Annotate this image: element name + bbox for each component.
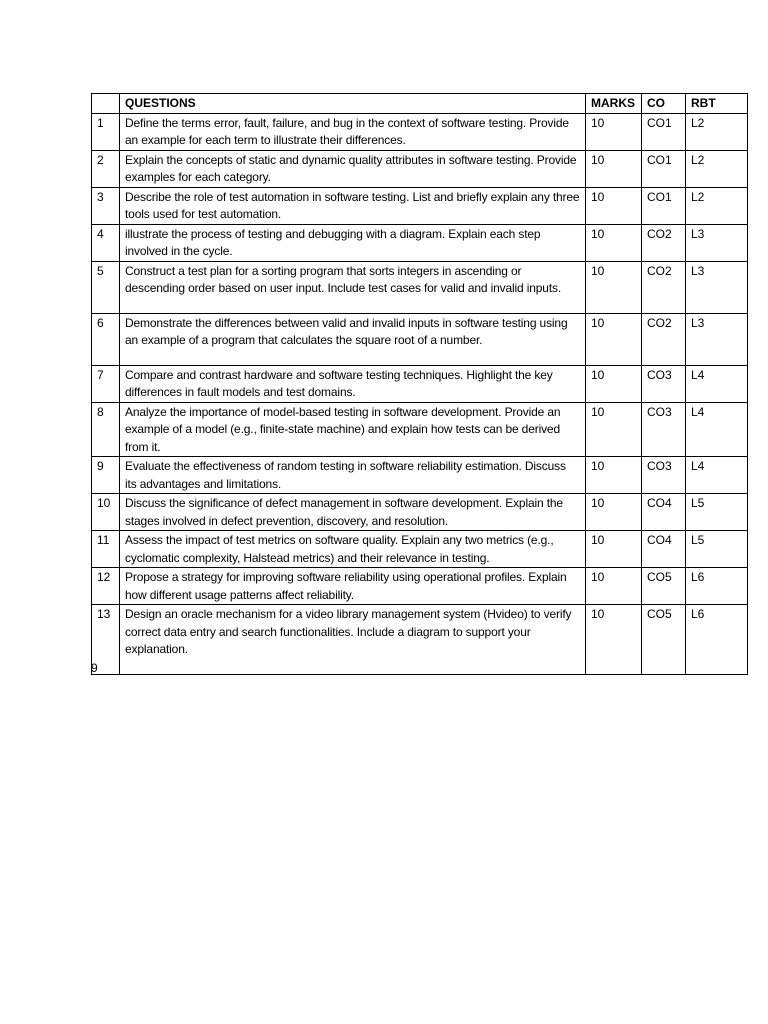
row-marks: 10: [586, 224, 642, 261]
row-number: 11: [92, 531, 120, 568]
row-rbt: L6: [686, 605, 748, 675]
row-number: 5: [92, 261, 120, 313]
row-question: Analyze the importance of model-based testing in software development. Provide an example of a model (e.g., finite-state machine) and explain how tests can be derived from it.: [120, 402, 586, 457]
row-marks: 10: [586, 187, 642, 224]
row-marks: 10: [586, 365, 642, 402]
row-co: CO1: [642, 150, 686, 187]
table-row: [92, 187, 748, 224]
header-co: CO: [642, 94, 686, 114]
row-question: Discuss the significance of defect management in software development. Explain the stages involved in defect prevention, discovery, and resolution.: [120, 494, 586, 531]
table-row: [92, 113, 748, 150]
row-marks: 10: [586, 113, 642, 150]
row-number: 6: [92, 313, 120, 365]
header-number: [92, 94, 120, 114]
table-row: [92, 531, 748, 568]
page-number: 9: [91, 661, 98, 675]
row-marks: 10: [586, 313, 642, 365]
row-rbt: L4: [686, 457, 748, 494]
row-question: Propose a strategy for improving software reliability using operational profiles. Explain how different usage patterns affect reliability.: [120, 568, 586, 605]
row-co: CO2: [642, 313, 686, 365]
row-rbt: L4: [686, 402, 748, 457]
row-co: CO3: [642, 365, 686, 402]
row-number: 3: [92, 187, 120, 224]
row-rbt: L2: [686, 113, 748, 150]
row-co: CO5: [642, 568, 686, 605]
row-rbt: L3: [686, 224, 748, 261]
row-rbt: L5: [686, 531, 748, 568]
header-row: [92, 94, 748, 114]
row-co: CO3: [642, 457, 686, 494]
row-marks: 10: [586, 531, 642, 568]
row-rbt: L6: [686, 568, 748, 605]
table-row: [92, 494, 748, 531]
row-question: illustrate the process of testing and debugging with a diagram. Explain each step involved in the cycle.: [120, 224, 586, 261]
row-marks: 10: [586, 568, 642, 605]
row-rbt: L5: [686, 494, 748, 531]
row-rbt: L3: [686, 313, 748, 365]
row-number: 1: [92, 113, 120, 150]
row-co: CO3: [642, 402, 686, 457]
row-co: CO4: [642, 531, 686, 568]
table-row: [92, 605, 748, 675]
row-question: Assess the impact of test metrics on software quality. Explain any two metrics (e.g., cyclomatic complexity, Halstead metrics) and their relevance in testing.: [120, 531, 586, 568]
table-row: [92, 313, 748, 365]
row-rbt: L3: [686, 261, 748, 313]
table-row: [92, 402, 748, 457]
row-number: 4: [92, 224, 120, 261]
row-co: CO2: [642, 261, 686, 313]
row-number: 12: [92, 568, 120, 605]
row-marks: 10: [586, 261, 642, 313]
row-number: 2: [92, 150, 120, 187]
row-marks: 10: [586, 605, 642, 675]
row-number: 8: [92, 402, 120, 457]
row-number: 9: [92, 457, 120, 494]
row-question: Explain the concepts of static and dynamic quality attributes in software testing. Provide examples for each category.: [120, 150, 586, 187]
table-row: [92, 568, 748, 605]
row-question: Define the terms error, fault, failure, and bug in the context of software testing. Provide an example for each term to illustrate their differences.: [120, 113, 586, 150]
row-question: Design an oracle mechanism for a video library management system (Hvideo) to verify correct data entry and search functionalities. Include a diagram to support your explanation.: [120, 605, 586, 675]
table-row: [92, 457, 748, 494]
row-co: CO1: [642, 113, 686, 150]
row-rbt: L4: [686, 365, 748, 402]
row-marks: 10: [586, 150, 642, 187]
row-co: CO5: [642, 605, 686, 675]
row-question: Describe the role of test automation in software testing. List and briefly explain any three tools used for test automation.: [120, 187, 586, 224]
table-row: [92, 224, 748, 261]
row-co: CO4: [642, 494, 686, 531]
row-marks: 10: [586, 402, 642, 457]
table-row: [92, 261, 748, 313]
row-marks: 10: [586, 494, 642, 531]
row-question: Demonstrate the differences between valid and invalid inputs in software testing using an example of a program that calculates the square root of a number.: [120, 313, 586, 365]
row-question: Evaluate the effectiveness of random testing in software reliability estimation. Discuss its advantages and limitations.: [120, 457, 586, 494]
table-row: [92, 365, 748, 402]
row-question: Construct a test plan for a sorting program that sorts integers in ascending or descending order based on user input. Include test cases for valid and invalid inputs.: [120, 261, 586, 313]
header-marks: MARKS: [586, 94, 642, 114]
question-table: [91, 93, 748, 675]
row-co: CO2: [642, 224, 686, 261]
header-rbt: RBT: [686, 94, 748, 114]
row-question: Compare and contrast hardware and software testing techniques. Highlight the key differences in fault models and test domains.: [120, 365, 586, 402]
row-co: CO1: [642, 187, 686, 224]
row-rbt: L2: [686, 150, 748, 187]
header-questions: QUESTIONS: [120, 94, 586, 114]
row-number: 13: [92, 605, 120, 675]
row-number: 10: [92, 494, 120, 531]
table-row: [92, 150, 748, 187]
row-number: 7: [92, 365, 120, 402]
row-rbt: L2: [686, 187, 748, 224]
row-marks: 10: [586, 457, 642, 494]
